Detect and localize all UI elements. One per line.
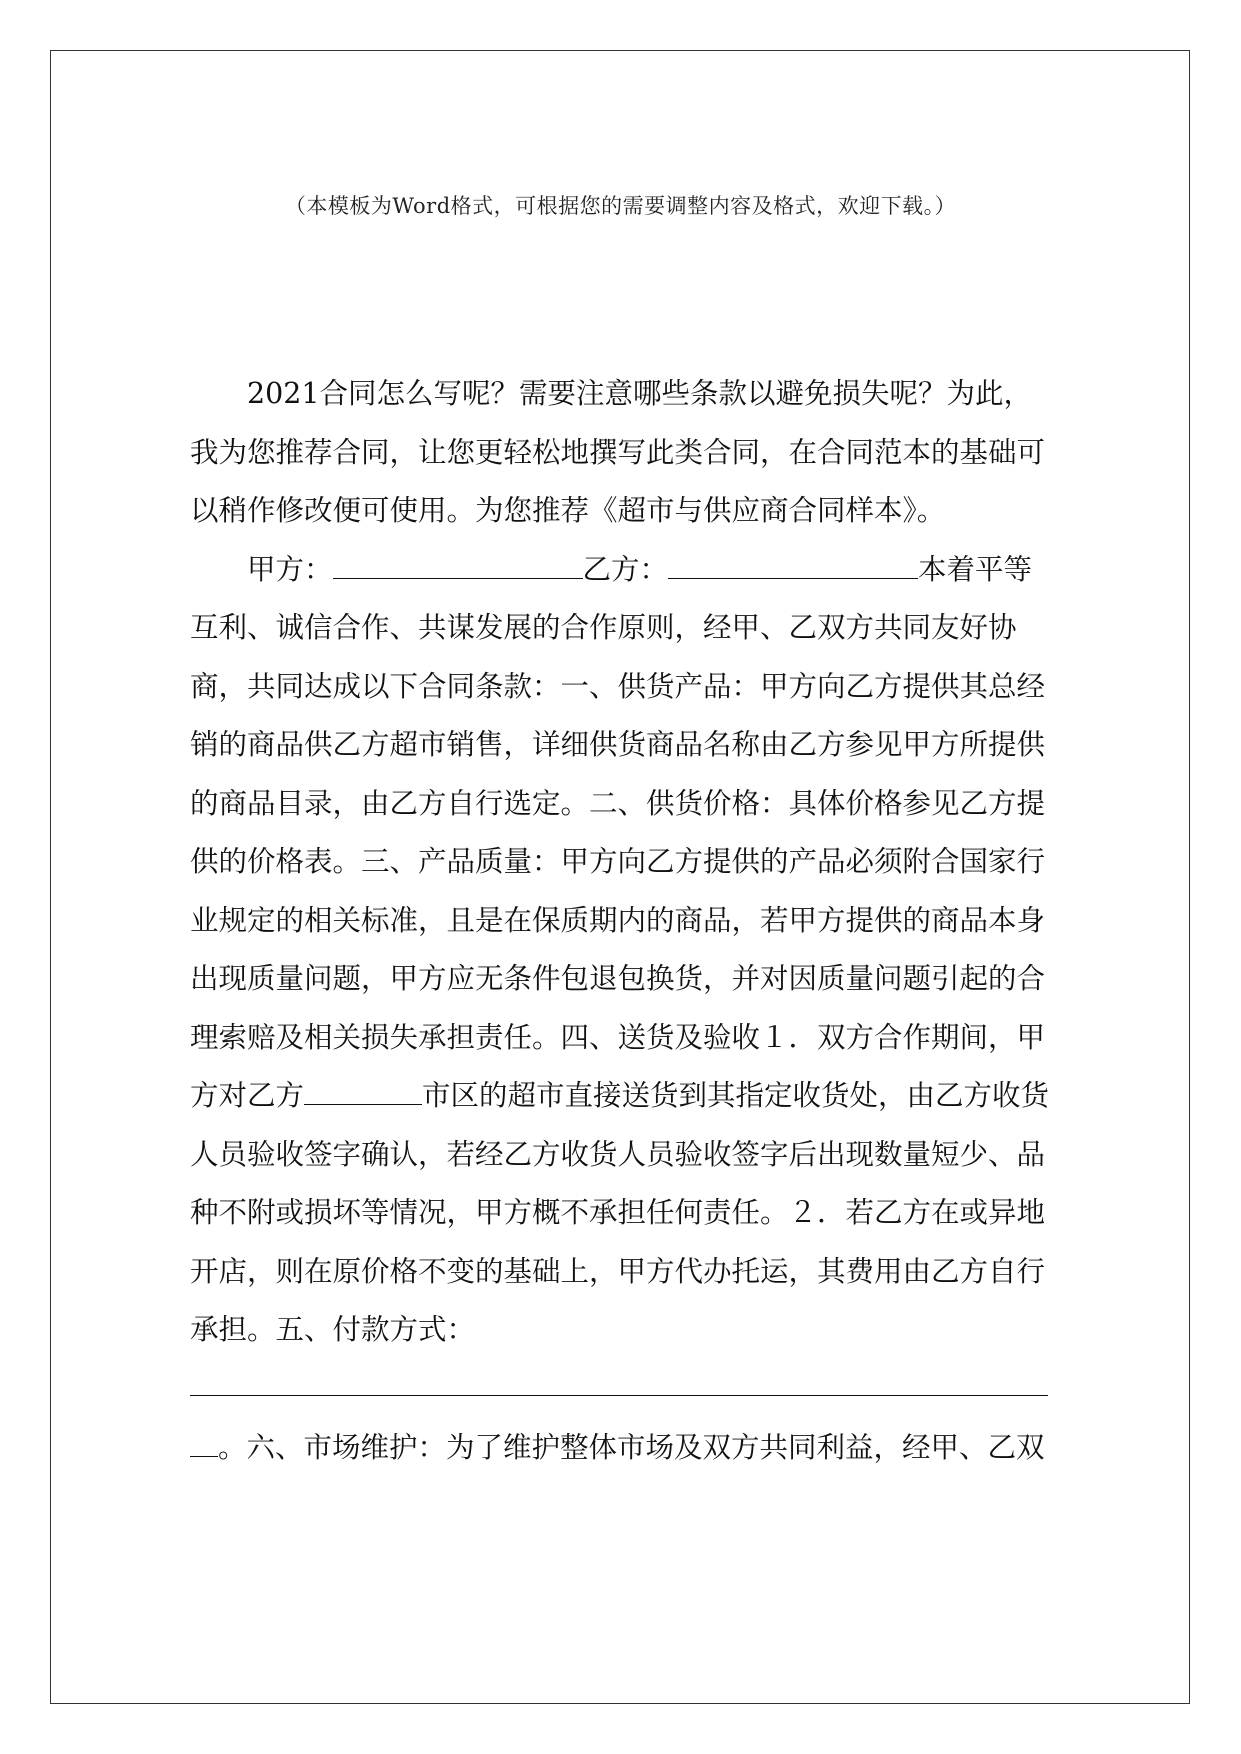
party-b-blank[interactable]	[668, 556, 918, 579]
contract-terms-text-2: 市区的超市直接送货到其指定收货处，由乙方收货人员验收签字确认，若经乙方收货人员验收签字后出现数量短少、品种不附或损坏等情况，甲方概不承担任何责任。２．若乙方在或异地开店，则在原价格不变的基础上，甲方代办托运，其费用由乙方自行承担。五、付款方式：	[190, 1079, 1050, 1346]
payment-method-blank-end[interactable]	[190, 1434, 218, 1457]
contract-terms-text-3: 。六、市场维护：为了维护整体市场及双方共同利益，经甲、乙双	[218, 1430, 1045, 1464]
template-note: （本模板为Word格式，可根据您的需要调整内容及格式，欢迎下载。）	[284, 194, 957, 218]
party-a-label: 甲方：	[247, 552, 333, 586]
intro-paragraph	[190, 365, 1052, 541]
payment-method-blank[interactable]	[190, 1360, 1048, 1396]
party-a-blank[interactable]	[333, 556, 583, 579]
contract-paragraph	[190, 541, 1052, 1478]
city-blank[interactable]	[304, 1082, 422, 1105]
contract-terms-text: 本着平等互利、诚信合作、共谋发展的合作原则，经甲、乙双方共同友好协商，共同达成以下合同条款：一、供货产品：甲方向乙方提供其总经销的商品供乙方超市销售，详细供货商品名称由乙方参见甲方所提供的商品目录，由乙方自行选定。二、供货价格：具体价格参见乙方提供的价格表。三、产品质量：甲方向乙方提供的产品必须附合国家行业规定的相关标准，且是在保质期内的商品，若甲方提供的商品本身出现质量问题，甲方应无条件包退包换货，并对因质量问题引起的合理索赔及相关损失承担责任。四、送货及验收１．双方合作期间，甲方对乙方	[190, 552, 1046, 1112]
party-b-label: 乙方：	[582, 552, 669, 586]
intro-text: 2021合同怎么写呢？需要注意哪些条款以避免损失呢？为此，我为您推荐合同，让您更轻松地撰写此类合同，在合同范本的基础可以稍作修改便可使用。为您推荐《超市与供应商合同样本》。	[190, 377, 1046, 527]
document-body	[190, 365, 1052, 1477]
